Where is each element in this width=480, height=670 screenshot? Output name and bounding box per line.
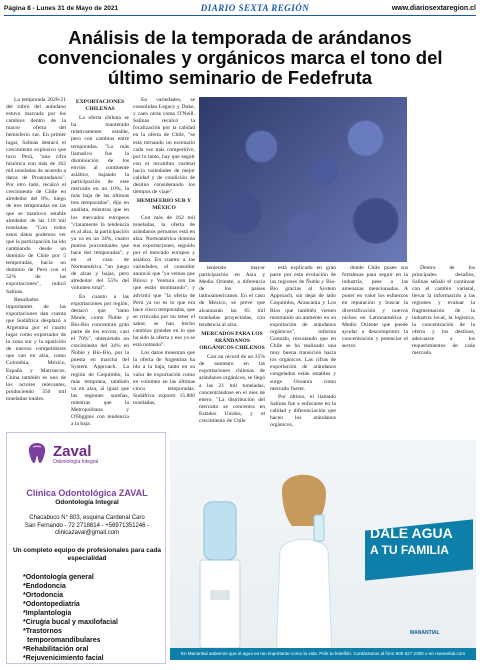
section-heading: HEMISFERIO SUR Y MÉXICO — [136, 198, 192, 212]
article-column-8 — [412, 265, 475, 437]
clinic-contact — [7, 515, 167, 538]
clinic-logo-text: Zaval — [53, 443, 92, 460]
list-item: *Rejuvenicimiento facial — [23, 655, 104, 662]
list-item: *Cirugía bucal y maxilofacial — [23, 619, 118, 626]
clinic-address: Chacabuco N° 803, esquina Cardenal Caro — [29, 515, 145, 521]
paragraph: Por último, el llamado Salinas fue a enfocarse en la calidad y diferenciación que hacen los arándanos orgánicos, — [270, 393, 336, 429]
water-dispenser-icon — [190, 500, 250, 650]
list-item: *Rehabilitación oral — [23, 646, 89, 653]
paragraph: Dentro de los principales desafíos, Salinas señaló el continuar con el cambio varietal, llevar la información a las regiones y evaluar la fragmentación de la industria local, la logística, la concentración de la oferta y los destinos, adecuarse a los requerimientos de cada mercado. — [412, 265, 475, 357]
article-column-6 — [270, 265, 336, 437]
tooth-logo-icon — [25, 441, 49, 465]
page-date: Página 8 - Lunes 31 de Mayo de 2021 — [4, 4, 119, 12]
paragraph: La temporada 2020-21 del rubro del arándano estuvo marcada por los cambios dentro de la macro oferta del hemisferio sur. En primer lugar, Salinas destacó el crecimiento explosivo que tuvo Perú, "una cifra histórica con más de 162 mil toneladas de acuerdo a datos de Proarandanos". Por otro lado, recalcó el crecimiento de Chile en alrededor del 8%, luego de tres temporadas en las que se mantuvo estable alrededor de las 110 mil toneladas. "Con todos estos datos podemos ver que la participación ha ido cambiando desde un dominio de Chile por 5 temporadas, hacia un dominio de Perú con el 52% de las exportaciones", indicó Salinas. — [6, 97, 66, 295]
paragraph: Con más de 162 mil toneladas, la oferta de arándanos peruanos está en alza. Norteamérica domina sus exportaciones, seguido por el mercado europeo y asiático. En cuanto a las variedades, el consultor anunció que "ya vemos que Biloxi y Ventura son las que están dominando", y advirtió que "la oferta de Perú ya no es lo que era hace cinco temporadas, que se criticaba por no tener el sabor, se han hecho cambios grandes en lo que ha sido la oferta y eso ya se está notando". — [133, 214, 195, 349]
clinic-logo-tagline: Odontología Integral — [53, 459, 99, 465]
list-item: *Ortodoncia — [23, 592, 64, 599]
woman-drinking-icon — [256, 460, 346, 660]
paragraph: En cuanto a las exportaciones por región, destacó que "tanto Maule, como Ñuble y Bío-Bío concentran gran parte de los envíos, casi el 70%", obteniendo un crecimiento del 34% en Ñuble y Bío-Bío, por la puesta en marcha del System Approach. La región de Coquimbo, la más temprana, también va en alza, al igual que las regiones sureñas, mientras que la Metropolitana y O'Higgins con tendencia a la baja. — [71, 293, 129, 428]
paragraph: Con un récord de un 35% de aumento en las exportaciones chilenas de arándanos orgánicos, se llegó a las 21 mil toneladas, concentrándose en el mes de enero. "La distribución del mercado se concentra en Estados Unidos, y el crecimiento de Chile — [199, 354, 265, 424]
article-column-2 — [71, 97, 129, 432]
clinic-phones: San Fernando - 72 2718814 - +56971351246 - — [24, 522, 150, 529]
website-link[interactable]: www.diariosextaregion.cl — [391, 4, 476, 12]
paragraph: Resultados importantes de las exportaciones dan cuenta que Sudáfrica desplazó a Argentina por el cuarto lugar como exportador de la zona sur y la aparición de nuevos competidores que van en alza, como Colombia, México, España y Marruecos. China también es uno de los actores relevantes, produciendo 350 mil toneladas totales. — [6, 296, 66, 402]
paragraph: En variedades, se consolidan Legacy y Duke, y caen otras como O'Neill. Salinas recalcó la focalización por la calidad en la oferta de Chile, "se está tornando un escenario cada vez más competitivo, por lo tanto, hay que seguir con el recambio varietal hacia variedades de mejor calidad y de condición de destino considerando los tiempos de viaje". — [133, 97, 195, 196]
list-item: temporomandibulares — [27, 637, 101, 644]
paragraph: La oferta chilena se ha mantenido relativamente estable, pero con cambios entre temporadas. "Lo más llamativo fue la disminución de los envíos al continente asiático, bajando la participación de este mercado en un 10%, la más baja de las últimas tres temporadas", dijo en analista, mientras que en los mercados europeos "claramente la tendencia es al alza, la participación ya va en un 34%, cuatro puntos porcentuales que hace dos temporadas", y en el caso de Norteamérica "un juego de alzas y bajas, pero alrededor del 55% del volumen total". — [71, 115, 129, 292]
list-item: *Trastornos — [23, 628, 62, 635]
list-item: *Implantología — [23, 610, 72, 617]
header-divider — [4, 15, 476, 16]
paragraph: teniendo mayor participación en Asia y Medio Oriente, a diferencia de los países latinoamericanos. En el caso de México, se prevé que alcanzarán las 65 mil toneladas proyectadas, con tendencia al alza. — [199, 265, 265, 328]
paragraph: donde Chile posee sus fortalezas para seguir en la industria, pese a las amenazas mencionadas. A poner en valor los esfuerzos en reputación y buscar la diversificación y nuevos nichos en Latinoamérica y Medio Oriente que puede ayudar a descomprimir la concentración y potenciar el sector. — [342, 265, 408, 350]
article-column-5 — [199, 265, 265, 437]
clinic-team-text: Un completo equipo de profesionales para cada especialidad — [12, 547, 162, 562]
section-heading: EXPORTACIONES CHILENAS — [75, 99, 125, 113]
clinic-title: Clínica Odontológica ZAVAL — [26, 488, 148, 498]
water-brand-logo: MANANTIAL — [410, 630, 440, 636]
water-slogan-line2: A TU FAMILIA — [370, 543, 449, 557]
water-slogan-line1: DALE AGUA — [370, 525, 453, 541]
article-headline: Análisis de la temporada de arándanos convencionales y orgánicos marca el tono del último seminario de Fedefruta — [37, 27, 443, 88]
section-heading: MERCADOS PARA LOS ARÁNDANOS ORGÁNICOS CHILENOS — [199, 330, 265, 352]
paragraph: Los datos muestran que la oferta de Argentina ha ido a la baja, tanto en su valor de exportación como en volumen en las últimas cinco temporadas. Sudáfrica exportó 15.800 toneladas, — [133, 350, 195, 406]
clinic-email[interactable]: clinicazaval@gmail.com — [54, 530, 120, 536]
water-ad — [170, 440, 476, 660]
page-header — [0, 0, 480, 16]
article-column-4 — [133, 97, 195, 437]
article-column-7 — [342, 265, 408, 437]
blueberries-photo — [199, 97, 407, 262]
clinic-subtitle: Odontología Integral — [55, 499, 119, 506]
dental-clinic-ad — [6, 432, 166, 664]
list-item: *Odontopediatría — [23, 601, 80, 608]
newspaper-name: DIARIO SEXTA REGIÓN — [200, 3, 310, 13]
article-column-1 — [6, 97, 66, 432]
list-item: *Odontología general — [23, 574, 94, 581]
specialties-list — [23, 573, 163, 663]
water-ad-footer: En Manantial sabemos que el agua es tan importante como la vida. Pide tu botellón. Contáctanos al fono 600 627 2300 o en manantial.com — [170, 648, 476, 660]
paragraph: está explicado en gran parte por esta evolución de las regiones de Ñuble y Bío-Bío gracias al System Approach, sin dejar de lado Coquimbo, Araucanía y Los Ríos que también vienen mostrando un aumento en su exportación de arándanos orgánicos", informa Gonzalo, rescatando que en Chile se ha realizado una muy buena transición hacia los orgánicos. Las cifras de exportación de arándanos congelados están estables y surge Oceanía como mercado fuerte. — [270, 265, 336, 392]
list-item: *Endodoncia — [23, 583, 66, 590]
